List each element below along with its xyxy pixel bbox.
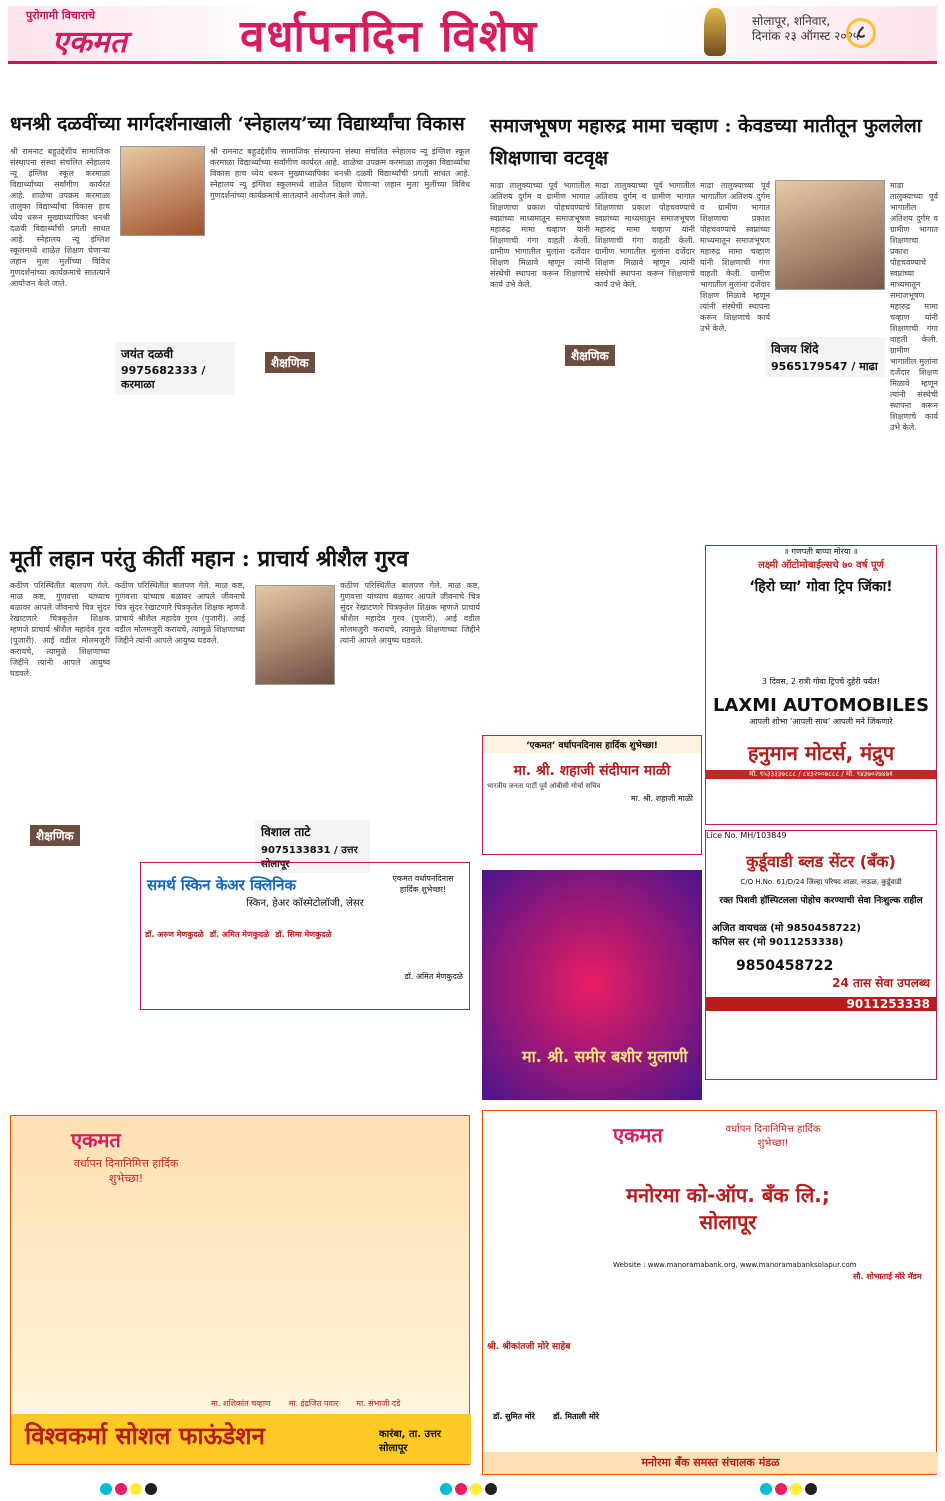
- print-registration-marks: [100, 1480, 160, 1499]
- ad-laxmi-automobiles: ॥ गणपती बाप्पा मोरया ॥ लक्ष्मी ऑटोमोबाईल्सचे ७० वर्ष पूर्ण ‘हिरो घ्या’ गोवा ट्रिप जिंका! 3 दिवस, 2 रात्री गोवा ट्रिपचे दुहेरी पर्यंत! LAXMI AUTOMOBILES आपली शोभा ‘आपली साथ’ आपली मने जिंकणारे हनुमान मोटर्स, मंद्रुप मो. ९५३३३३७८८८ / ८४३२००७८८८ / मो. ९४३७०२७४७१: [705, 545, 937, 825]
- byline: विजय शिंदे: [765, 337, 885, 360]
- byline: विशाल ताटे: [255, 820, 370, 843]
- greeting-ad-shahaji: ‘एकमत’ वर्धापनदिनास हार्दिक शुभेच्छा! मा. श्री. शहाजी संदीपान माळी भारतीय जनता पार्टी पूर्व ओबीसी मोर्चा सचिव मा. श्री. शहाजी माळी: [482, 735, 702, 855]
- article-1-body: श्री रामनाट बहुउद्देशीय सामाजिक संस्थापना संस्था संचलित स्नेहालय न्यू इंग्लिश स्कूल करमाळा विद्यार्थ्यांच्या सर्वांगीण कार्यरत आहे. शाळेचा उपक्रम करमाळा तालुका विद्यार्थ्यांचा विकास हाच ध्येय धरून मुख्याध्यापिका धनश्री दळवी विद्यार्थ्यांची प्रगती साधत आहे. स्नेहालय न्यू इंग्लिश स्कूलमध्ये शाळेत शिक्षण घेणाऱ्या लहान मुला मुलींच्या विविध गुणदर्शनांच्या कार्यक्रमाचे सातत्याने आयोजन केले जाते.: [10, 147, 110, 288]
- section-label: शैक्षणिक: [265, 352, 315, 373]
- article-2-body-cont3: माढा तालुक्याच्या पूर्व भागातील अतिशय दुर्गम व ग्रामीण भागात शिक्षणाचा प्रकाश पोहचवण्याचे स्वप्नांच्या माध्यमातून समाजभूषण महारुद्र मामा चव्हाण यांनी शिक्षणाची गंगा वाहती केली. ग्रामीण भागातील मुलांना दर्जेदार शिक्षण मिळावे म्हणून त्यांनी संस्थेची स्थापना करून शिक्षणाचे कार्य उभे केले.: [890, 181, 938, 432]
- article-2-body-cont2: माढा तालुक्याच्या पूर्व भागातील अतिशय दुर्गम व ग्रामीण भागात शिक्षणाचा प्रकाश पोहचवण्याचे स्वप्नांच्या माध्यमातून समाजभूषण महारुद्र मामा चव्हाण यांनी शिक्षणाची गंगा वाहती केली. ग्रामीण भागातील मुलांना दर्जेदार शिक्षण मिळावे म्हणून त्यांनी संस्थेची स्थापना करून शिक्षणाचे कार्य उभे केले.: [700, 181, 770, 333]
- dateline: सोलापूर, शनिवार, दिनांक २३ ऑगस्ट २०२५: [752, 14, 860, 43]
- special-edition-title: वर्धापनदिन विशेष: [240, 11, 539, 62]
- author-photo: [775, 180, 885, 290]
- brand-tagline: पुरोगामी विचाराचे: [26, 9, 96, 22]
- ad-vishwakarma: एकमत वर्धापन दिनानिमित्त हार्दिक शुभेच्छा! मा. शशिकांत चव्हाण मा. इंद्रजित पवार मा. संभाजी दडे विश्वकर्मा सोशल फाऊंडेशन कारंबा, ता. उत्तर सोलापूर: [10, 1115, 470, 1465]
- brand-logo: एकमत: [52, 25, 127, 60]
- article-2-body-cont: माढा तालुक्याच्या पूर्व भागातील अतिशय दुर्गम व ग्रामीण भागात शिक्षणाचा प्रकाश पोहचवण्याचे स्वप्नांच्या माध्यमातून समाजभूषण महारुद्र मामा चव्हाण यांनी शिक्षणाची गंगा वाहती केली. ग्रामीण भागातील मुलांना दर्जेदार शिक्षण मिळावे म्हणून त्यांनी संस्थेची स्थापना करून शिक्षणाचे कार्य उभे केले.: [595, 181, 695, 289]
- article-3-body-cont2: कठीण परिस्थितीत बालपण गेले. माळ कष्ट, गुणवत्ता यांच्याच बळावर आपले जीवनाचे चित्र सुंदर रेखाटणारे चित्रकृतेल शिक्षक म्हणजे प्राचार्य श्रीशैल महादेव गुरव (पुजारी). आई वडील मोलमजुरी करायचे, त्यामुळे शिक्षणाच्या जिद्दीने त्यांनी आपले आयुष्य घडवले.: [340, 581, 480, 645]
- greeting-ad-sameer: मा. श्री. समीर बशीर मुलाणी: [482, 870, 702, 1100]
- article-1-body-cont: श्री रामनाट बहुउद्देशीय सामाजिक संस्थापना संस्था संचलित स्नेहालय न्यू इंग्लिश स्कूल करमाळा विद्यार्थ्यांच्या सर्वांगीण कार्यरत आहे. शाळेचा उपक्रम करमाळा तालुका विद्यार्थ्यांचा विकास हाच ध्येय धरून मुख्याध्यापिका धनश्री दळवी विद्यार्थ्यांची प्रगती साधत आहे. स्नेहालय न्यू इंग्लिश स्कूलमध्ये शाळेत शिक्षण घेणाऱ्या लहान मुला मुलींच्या विविध गुणदर्शनांच्या कार्यक्रमाचे सातत्याने आयोजन केले जाते.: [210, 147, 470, 200]
- ad-blood-bank: Lice No. MH/103849 कुर्डूवाडी ब्लड सेंटर (बँक) C/O H.No. 61/D/24 जिल्हा परिषद शाळा, लऊळ, कुर्डूवाडी रक्त पिशवी हॉस्पिटलला पोहोच करण्याची सेवा निःशुल्क राहील अजित वायचळ (मो 9850458722) कपिल सर (मो 9011253338) 9850458722 24 तास सेवा उपलब्ध 9011253338: [705, 830, 937, 1080]
- print-registration-marks: [760, 1480, 820, 1499]
- author-photo: [120, 146, 205, 236]
- article-3-body-cont: कठीण परिस्थितीत बालपण गेले. माळ कष्ट, गुणवत्ता यांच्याच बळावर आपले जीवनाचे चित्र सुंदर रेखाटणारे चित्रकृतेल शिक्षक म्हणजे प्राचार्य श्रीशैल महादेव गुरव (पुजारी). आई वडील मोलमजुरी करायचे, त्यामुळे शिक्षणाच्या जिद्दीने त्यांनी आपले आयुष्य घडवले.: [115, 581, 245, 645]
- pen-trophy-icon: [704, 8, 726, 56]
- page-number: ८: [846, 18, 876, 48]
- article-2-title: समाजभूषण महारुद्र मामा चव्हाण : केवडच्या मातीतून फुललेला शिक्षणाचा वटवृक्ष: [490, 115, 922, 169]
- article-3-body: कठीण परिस्थितीत बालपण गेले. माळ कष्ट, गुणवत्ता यांच्याच बळावर आपले जीवनाचे चित्र सुंदर रेखाटणारे चित्रकृतेल शिक्षक म्हणजे प्राचार्य श्रीशैल महादेव गुरव (पुजारी). आई वडील मोलमजुरी करायचे, त्यामुळे शिक्षणाच्या जिद्दीने त्यांनी आपले आयुष्य घडवले.: [10, 581, 110, 678]
- author-photo: [255, 585, 335, 685]
- section-label: शैक्षणिक: [30, 825, 80, 846]
- print-registration-marks: [440, 1480, 500, 1499]
- article-1-title: धनश्री दळवींच्या मार्गदर्शनाखाली ‘स्नेहालय’च्या विद्यार्थ्यांचा विकास: [10, 113, 465, 135]
- byline: जयंत दळवी: [115, 342, 235, 365]
- article-3-title: मूर्ती लहान परंतु कीर्ती महान : प्राचार्य श्रीशैल गुरव: [10, 546, 409, 572]
- byline-contact: 9975682333 / करमाळा: [115, 361, 235, 395]
- byline-contact: 9075133831 / उत्तर सोलापूर: [255, 839, 370, 873]
- ad-manorama-bank: एकमत वर्धापन दिनानिमित्त हार्दिक शुभेच्छा! मनोरमा को-ऑप. बँक लि.; सोलापूर Website : www.manoramabank.org, www.manoramabanksolapur.com श्री. श्रीकांतजी मोरे साहेब सौ. शोभाताई मोरे मॅडम डॉ. सुमित मोरे डॉ. मिताली मोरे मनोरमा बँक समस्त संचालक मंडळ: [482, 1110, 937, 1475]
- ad-skin-clinic: समर्थ स्किन केअर क्लिनिक स्किन, हेअर कॉस्मेटोलॉजी, लेसर डॉ. अरुण मेणकुदळे डॉ. अमित मेणकुदळे डॉ. सिमा मेणकुदळे एकमत वर्धापनदिनास हार्दिक शुभेच्छा! डॉ. अमित मेणकुदळे: [140, 862, 470, 1010]
- section-label: शैक्षणिक: [565, 345, 615, 366]
- article-2-body: माढा तालुक्याच्या पूर्व भागातील अतिशय दुर्गम व ग्रामीण भागात शिक्षणाचा प्रकाश पोहचवण्याचे स्वप्नांच्या माध्यमातून समाजभूषण महारुद्र मामा चव्हाण यांनी शिक्षणाची गंगा वाहती केली. ग्रामीण भागातील मुलांना दर्जेदार शिक्षण मिळावे म्हणून त्यांनी संस्थेची स्थापना करून शिक्षणाचे कार्य उभे केले.: [490, 181, 590, 289]
- byline-contact: 9565179547 / माढा: [765, 356, 885, 377]
